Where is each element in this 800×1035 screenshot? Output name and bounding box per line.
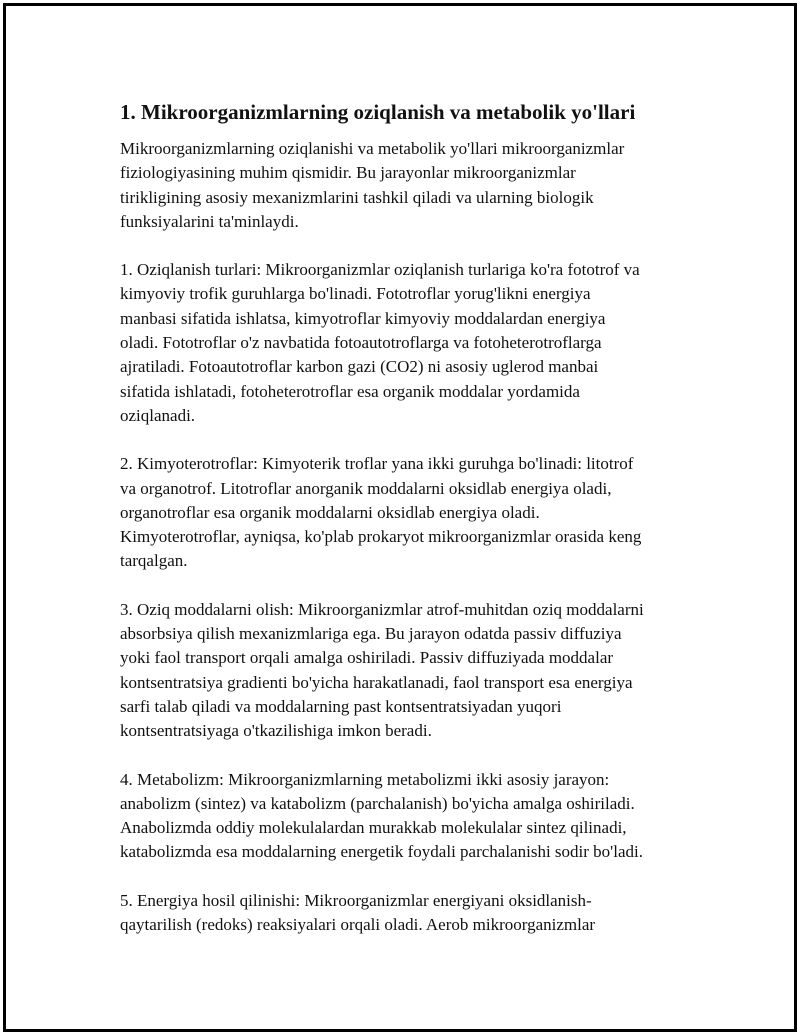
paragraph-metabolism: 4. Metabolizm: Mikroorganizmlarning metabolizmi ikki asosiy jarayon: anabolizm (sintez) va katabolizm (parchalanish) bo'yicha amalga oshiriladi. Anabolizmda oddiy molekulalardan murakkab molekulalar sintez qilinadi, katabolizmda esa moddalarning energetik foydali parchalanishi sodir bo'ladi. (120, 769, 643, 862)
paragraph-nutrition-types: 1. Oziqlanish turlari: Mikroorganizmlar oziqlanish turlariga ko'ra fototrof va kimyoviy trofik guruhlarga bo'linadi. Fototroflar yorug'likni energiya manbasi sifatida ishlatsa, kimyotroflar kimyoviy moddalardan energiya oladi. Fototroflar o'z navbatida fotoautotroflarga va fotoheterotroflarga ajratiladi. Fotoautotroflar karbon gazi (CO2) ni asosiy uglerod manbai sifatida ishlatadi, fotoheterotroflar esa organik moddalar yordamida oziqlanadi. (120, 260, 640, 425)
paragraph-energy-production: 5. Energiya hosil qilinishi: Mikroorganizmlar energiyani oksidlanish- qaytarilish (redoks) reaksiyalari orqali oladi. Aerob mikroorganizmlar (120, 890, 596, 935)
document-title: 1. Mikroorganizmlarning oziqlanish va metabolik yo'llari (120, 100, 636, 124)
paragraph-intro: Mikroorganizmlarning oziqlanishi va metabolik yo'llari mikroorganizmlar fiziologiyasining muhim qismidir. Bu jarayonlar mikroorganizmlar tirikligining asosiy mexanizmlarini tashkil qiladi va ularning biologik funksiyalarini ta'minlaydi. (120, 139, 625, 231)
document-body (120, 98, 700, 961)
paragraph-nutrient-uptake: 3. Oziq moddalarni olish: Mikroorganizmlar atrof-muhitdan oziq moddalarni absorbsiya qilish mexanizmlariga ega. Bu jarayon odatda passiv diffuziya yoki faol transport orqali amalga oshiriladi. Passiv diffuziyada moddalar kontsentratsiya gradienti bo'yicha harakatlanadi, faol transport esa energiya sarfi talab qiladi va moddalarning past kontsentratsiyadan yuqori kontsentratsiyaga o'tkazilishiga imkon beradi. (120, 599, 644, 741)
page-frame (3, 3, 797, 1032)
paragraph-chemoheterotrophs: 2. Kimyoterotroflar: Kimyoterik troflar yana ikki guruhga bo'linadi: litotrof va organotrof. Litotroflar anorganik moddalarni oksidlab energiya oladi, organotroflar esa organik moddalarni oksidlab energiya oladi. Kimyoterotroflar, ayniqsa, ko'plab prokaryot mikroorganizmlar orasida keng tarqalgan. (120, 454, 642, 571)
